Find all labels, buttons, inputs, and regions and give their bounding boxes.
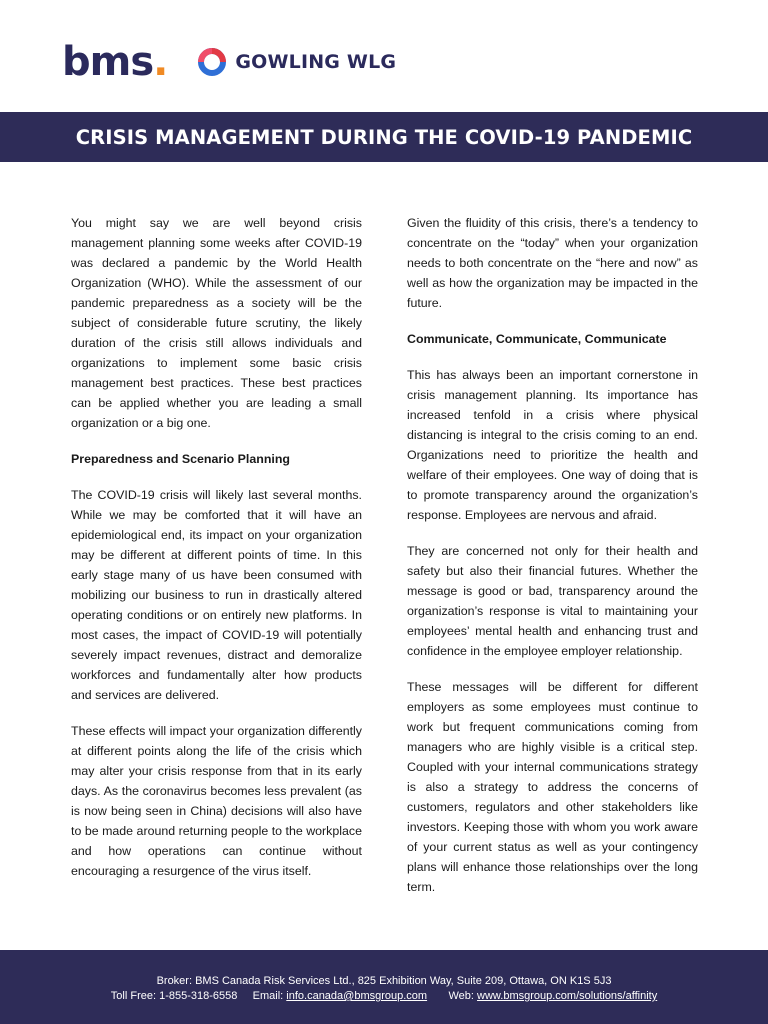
bms-logo-dot: . xyxy=(153,39,168,85)
left-column xyxy=(71,213,362,897)
gowling-logo-text: GOWLING WLG xyxy=(235,51,397,73)
section-heading: Communicate, Communicate, Communicate xyxy=(407,332,667,346)
footer-toll-free: Toll Free: 1-855-318-6558 xyxy=(110,990,238,1002)
title-band xyxy=(0,112,768,162)
footer-email-label: Email: xyxy=(252,990,284,1002)
body-paragraph: These effects will impact your organization differently at different points along the life of the crisis which may alter your crisis response from that in its early days. As the coronavirus becomes less prevalent (as is now being seen in China) decisions will also have to be made around returning people to the workplace and how operations can continue without encouraging a resurgence of the virus itself. xyxy=(71,724,362,878)
page-title: CRISIS MANAGEMENT DURING THE COVID-19 PANDEMIC xyxy=(75,125,693,149)
body-paragraph: Given the fluidity of this crisis, there’s a tendency to concentrate on the “today” when your organization needs to both concentrate on the “here and now” as well as how the organization may be impacted in the future. xyxy=(407,216,698,310)
footer-contact-line xyxy=(0,989,768,1004)
body-paragraph: The COVID-19 crisis will likely last several months. While we may be comforted that it will have an epidemiological end, its impact on your organization may be different at different points of time. In this early stage many of us have been consumed with mobilizing our business to run in drastically altered operating conditions or on entirely new platforms. In most cases, the impact of COVID-19 will potentially severely impact revenues, distract and demoralize workforces and fundamentally alter how products and services are delivered. xyxy=(71,488,362,702)
gowling-ring-icon xyxy=(197,47,227,77)
footer-web-link[interactable]: www.bmsgroup.com/solutions/affinity xyxy=(477,990,658,1002)
body-paragraph: These messages will be different for different employers as some employees must continue to work but frequent communications coming from managers who are highly visible is a critical step. Coupled with your internal communications strategy is also a strategy to address the concerns of customers, regulators and other stakeholders like investors. Keeping those with whom you work aware of your current status as well as your contingency plans will enhance those relationships over the long term. xyxy=(407,680,698,894)
footer-broker-line: Broker: BMS Canada Risk Services Ltd., 825 Exhibition Way, Suite 209, Ottawa, ON K1S 5J3 xyxy=(156,975,612,987)
section-heading: Preparedness and Scenario Planning xyxy=(71,452,290,466)
bms-logo xyxy=(62,39,168,85)
footer-email-link[interactable]: info.canada@bmsgroup.com xyxy=(286,990,428,1002)
page-footer xyxy=(0,950,768,1024)
body-paragraph: This has always been an important cornerstone in crisis management planning. Its importance has increased tenfold in a crisis where physical distancing is integral to the crisis coming to an end. Organizations need to prioritize the health and welfare of their employees. One way of doing that is to promote transparency around the organization’s response. Employees are nervous and afraid. xyxy=(407,368,698,522)
bms-logo-text: bms xyxy=(62,39,154,85)
logo-row xyxy=(62,40,396,84)
footer-web-label: Web: xyxy=(448,990,474,1002)
body-paragraph: They are concerned not only for their health and safety but also their financial futures. Whether the message is good or bad, transparency around the organization’s response is vital to maintaining your employees’ mental health and enhancing trust and confidence in the employee employer relationship. xyxy=(407,544,698,658)
body-paragraph: You might say we are well beyond crisis management planning some weeks after COVID-19 was declared a pandemic by the World Health Organization (WHO). While the assessment of our pandemic preparedness as a society will be the subject of considerable future scrutiny, the likely duration of the crisis still allows individuals and organizations to implement some basic crisis management best practices. These best practices can be applied whether you are leading a small organization or a big one. xyxy=(71,216,362,430)
right-column xyxy=(407,213,698,913)
gowling-logo xyxy=(197,47,396,77)
